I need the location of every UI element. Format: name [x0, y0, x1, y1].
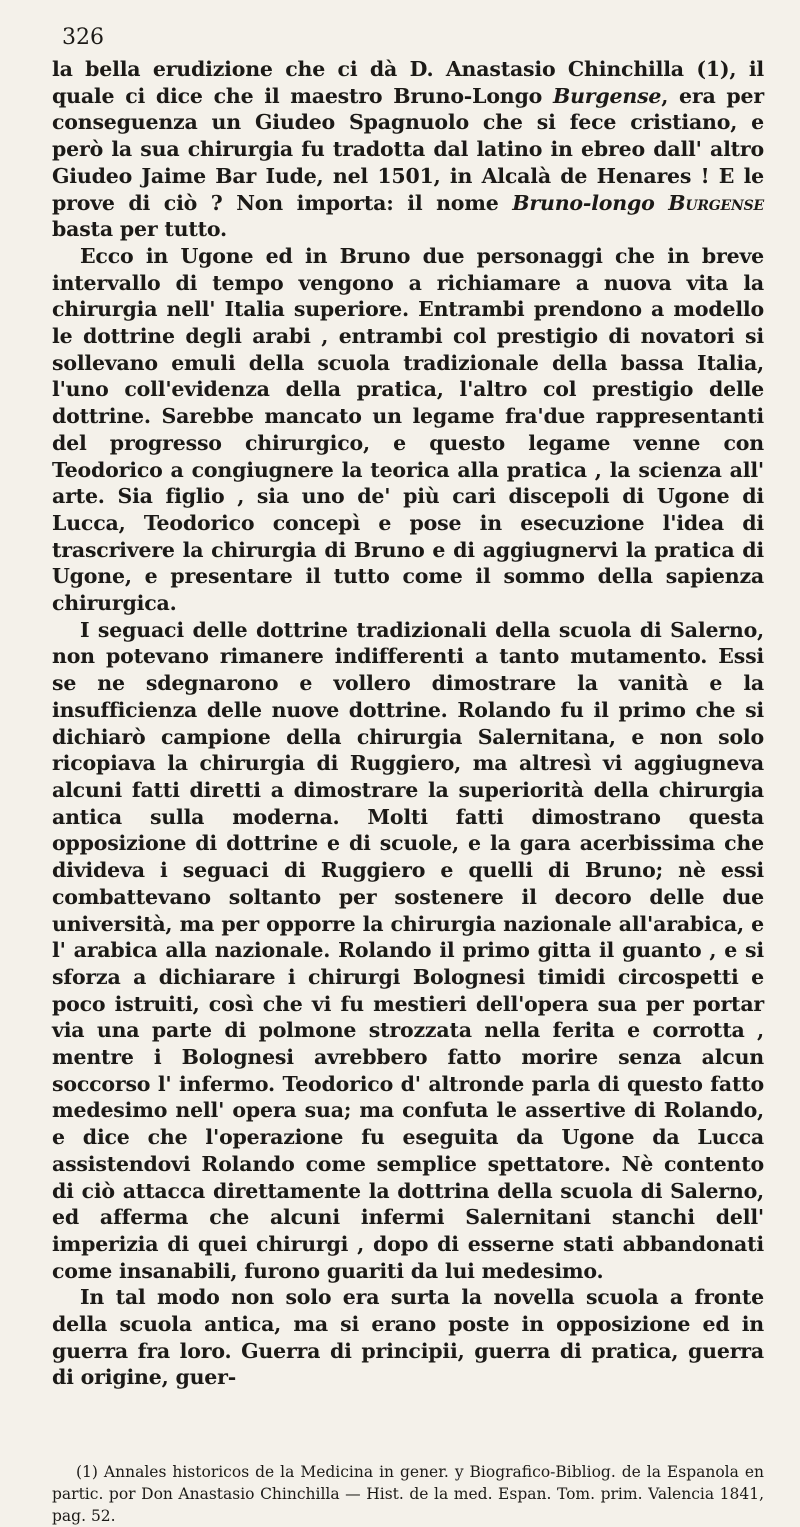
- footnote: (1) Annales historicos de la Medicina in gener. y Biografico-Bibliog. de la Espanola en partic. por Don Anastasio Chinchilla — Hist. de la med. Espan. Tom. prim. Valencia 1841, pag. 52.: [52, 1463, 764, 1526]
- text-run: , era per conseguenza un Giudeo Spagnuolo che si fece cristiano, e però la sua chirurgia fu tradotta dal latino in ebreo dall' altro Giudeo Jaime Bar Iude, nel 1501, in Alcalà de Henares ! E le prove di ciò ? Non importa: il nome: [52, 83, 764, 215]
- text-run: basta per tutto.: [52, 217, 227, 242]
- text-run: la bella erudizione che ci dà D. Anastasio Chinchilla (1), il quale ci dice che il maestro Bruno-Longo: [52, 57, 764, 108]
- italic-text: Bruno-longo: [512, 190, 655, 215]
- footnote-separator: [52, 1391, 764, 1461]
- paragraph: [52, 56, 764, 243]
- paragraph: [52, 243, 764, 617]
- italic-text: Burgense: [552, 83, 662, 108]
- paragraph: [52, 1284, 764, 1391]
- book-page: [52, 24, 764, 1527]
- text-run: Ecco in Ugone ed in Bruno due personaggi che in breve intervallo di tempo vengono a richiamare a nuova vita la chirurgia nell' Italia superiore. Entrambi prendono a modello le dottrine degli arabi , entrambi col prestigio di novatori si sollevano emuli della scuola tradizionale della bassa Italia, l'uno coll'evidenza della pratica, l'altro col prestigio delle dottrine. Sarebbe mancato un legame fra'due rappresentanti del progresso chirurgico, e questo legame venne con Teodorico a congiugnere la teorica alla pratica , la scienza all' arte. Sia figlio , sia uno de' più cari discepoli di Ugone di Lucca, Teodorico concepì e pose in esecuzione l'idea di trascrivere la chirurgia di Bruno e di aggiugnervi la pratica di Ugone, e presentare il tutto come il sommo della sapienza chirurgica.: [52, 243, 764, 616]
- body-text: [52, 56, 764, 1391]
- paragraph: [52, 617, 764, 1285]
- text-run: I seguaci delle dottrine tradizionali della scuola di Salerno, non potevano rimanere indifferenti a tanto mutamento. Essi se ne sdegnarono e vollero dimostrare la vanità e la insufficienza delle nuove dottrine. Rolando fu il primo che si dichiarò campione della chirurgia Salernitana, e non solo ricopiava la chirurgia di Ruggiero, ma altresì vi aggiugneva alcuni fatti diretti a dimostrare la superiorità della chirurgia antica sulla moderna. Molti fatti dimostrano questa opposizione di dottrine e di scuole, e la gara acerbissima che divideva i seguaci di Ruggiero e quelli di Bruno; nè essi combattevano soltanto per sostenere il decoro delle due università, ma per opporre la chirurgia nazionale all'arabica, e l' arabica alla nazionale. Rolando il primo gitta il guanto , e si sforza a dichiarare i chirurgi Bolognesi timidi circospetti e poco istruiti, così che vi fu mestieri dell'opera sua per portar via una parte di polmone strozzata nella ferita e corrotta , mentre i Bolognesi avrebbero fatto morire senza alcun soccorso l' infermo. Teodorico d' altronde parla di questo fatto medesimo nell' opera sua; ma confuta le assertive di Rolando, e dice che l'operazione fu eseguita da Ugone da Lucca assistendovi Rolando come semplice spettatore. Nè contento di ciò attacca direttamente la dottrina della scuola di Salerno, ed afferma che alcuni infermi Salernitani stanchi dell' imperizia di quei chirurgi , dopo di esserne stati abbandonati come insanabili, furono guariti da lui medesimo.: [52, 617, 764, 1283]
- text-run: In tal modo non solo era surta la novella scuola a fronte della scuola antica, ma si erano poste in opposizione ed in guerra fra loro. Guerra di principii, guerra di pratica, guerra di origine, guer-: [52, 1285, 764, 1390]
- italic-smallcaps-text: Burgense: [668, 190, 765, 215]
- text-run: [655, 191, 669, 215]
- page-number: 326: [62, 25, 104, 50]
